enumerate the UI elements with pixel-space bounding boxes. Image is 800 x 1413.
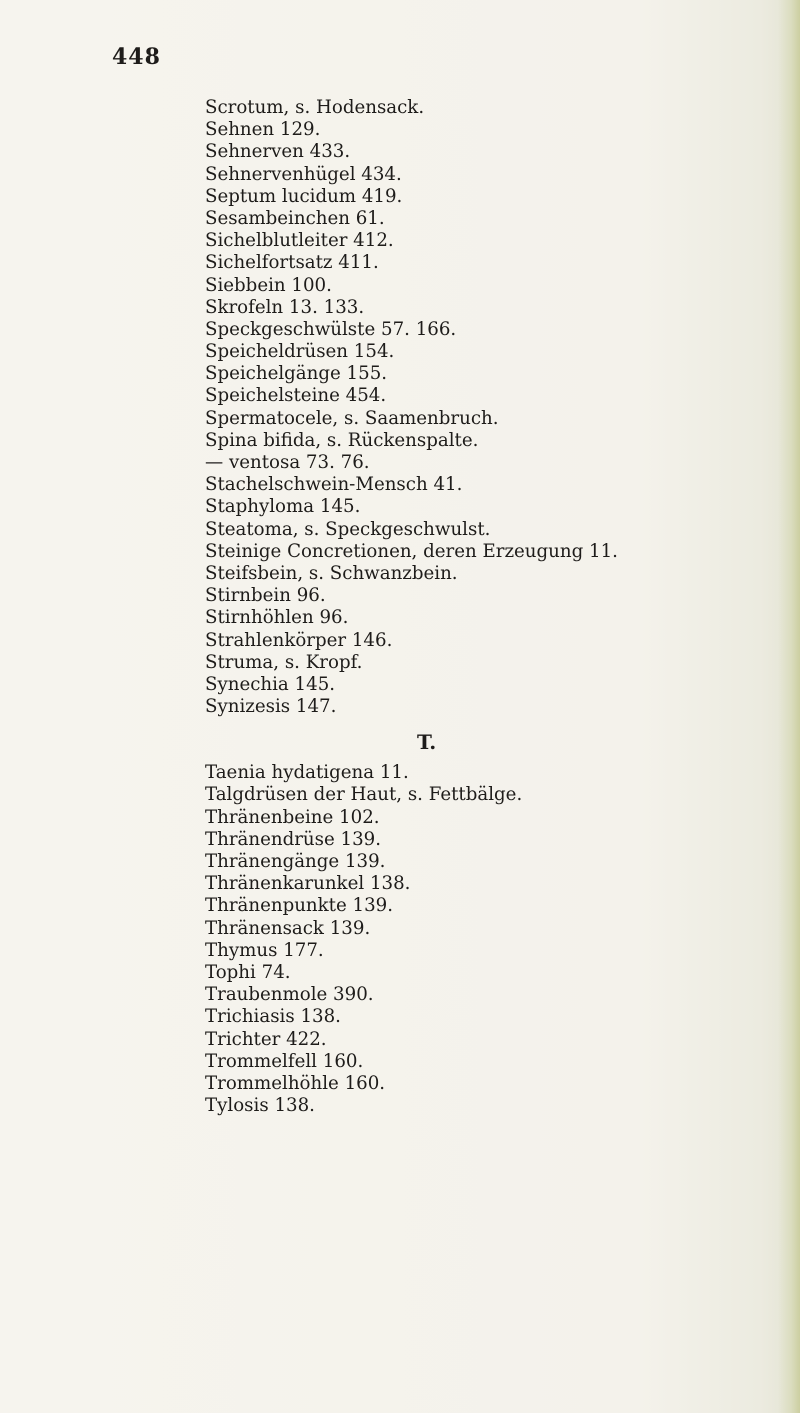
index-entry: Spina bifida, s. Rückenspalte. [205,429,479,451]
index-entry: Tophi 74. [205,961,291,983]
index-entry: Staphyloma 145. [205,496,361,518]
index-entry: Thymus 177. [205,939,324,961]
index-entry: Sichelblutleiter 412. [205,230,394,252]
index-entry: Skrofeln 13. 133. [205,296,365,318]
index-entry: Taenia hydatigena 11. [205,762,409,784]
index-entry: Steinige Concretionen, deren Erzeugung 11. [205,540,618,562]
index-entry: — ventosa 73. 76. [205,452,370,473]
index-entry: Trichter 422. [205,1028,327,1050]
index-entry: Synizesis 147. [205,696,337,718]
index-entry: Scrotum, s. Hodensack. [205,97,425,118]
index-entry: Septum lucidum 419. [205,185,403,207]
index-entry: Strahlenkörper 146. [205,629,393,651]
index-entry: Trommelhöhle 160. [205,1072,386,1094]
index-entry: Stirnhöhlen 96. [205,607,349,629]
index-entry: Sehnen 129. [205,119,321,141]
index-entry: Talgdrüsen der Haut, s. Fettbälge. [205,784,523,806]
index-entry: Steatoma, s. Speckgeschwulst. [205,518,491,540]
index-entry: Struma, s. Kropf. [205,651,363,673]
index-entry: Trommelfell 160. [205,1050,364,1072]
index-entry: Thränenkarunkel 138. [205,873,411,895]
index-entry: Thränensack 139. [205,917,371,939]
index-entry: Thränenpunkte 139. [205,895,394,917]
index-entry: Speichelgänge 155. [205,363,388,385]
index-entry: Speckgeschwülste 57. 166. [205,318,457,340]
index-entries [205,97,795,1117]
section-heading: T. [417,730,437,755]
index-entry: Steifsbein, s. Schwanzbein. [205,562,458,584]
index-entry: Sehnerven 433. [205,141,351,163]
index-entry: Sichelfortsatz 411. [205,252,379,274]
index-entry: Thränenbeine 102. [205,806,380,828]
index-entry: Sehnervenhügel 434. [205,163,402,185]
index-entry: Thränendrüse 139. [205,828,381,850]
page-number: 448 [112,44,161,70]
index-entry: Spermatocele, s. Saamenbruch. [205,407,499,429]
index-entry: Siebbein 100. [205,274,332,296]
index-entry: Trichiasis 138. [205,1006,341,1028]
index-entry: Traubenmole 390. [205,984,374,1006]
index-entry: Sesambeinchen 61. [205,207,385,229]
index-entry: Thränengänge 139. [205,851,386,872]
index-entry: Tylosis 138. [205,1095,315,1117]
index-entry: Stachelschwein-Mensch 41. [205,474,463,496]
index-entry: Speicheldrüsen 154. [205,341,395,363]
index-entry: Synechia 145. [205,673,336,695]
index-entry: Stirnbein 96. [205,585,326,607]
index-entry: Speichelsteine 454. [205,385,387,407]
